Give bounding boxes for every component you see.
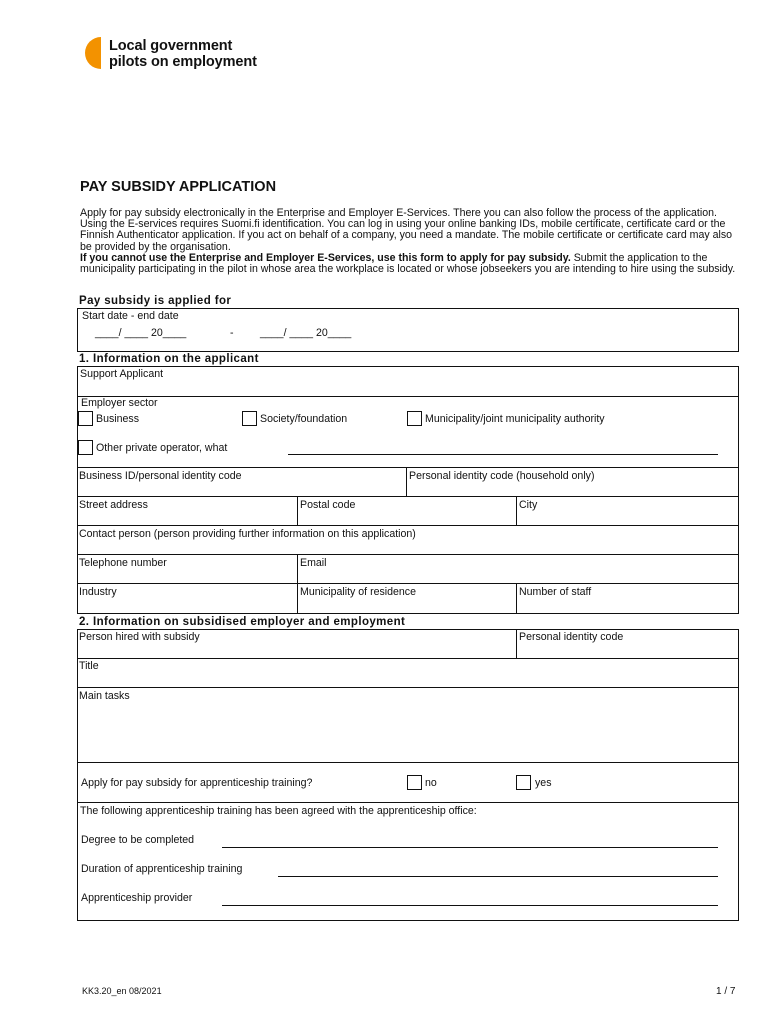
divider	[77, 496, 739, 497]
logo-mark-icon	[83, 37, 103, 69]
personal-id-household-field[interactable]: Personal identity code (household only)	[409, 470, 595, 482]
telephone-field[interactable]: Telephone number	[79, 557, 167, 569]
intro-paragraph-2: Submit the application to the municipality participating in the pilot in whose area the workplace is located or whose jobseekers you are intending to hire using the subsidy.	[80, 251, 736, 276]
provider-label: Apprenticeship provider	[81, 892, 193, 904]
employment-heading: 2. Information on subsidised employer and employment	[79, 616, 406, 628]
other-operator-input[interactable]	[288, 454, 718, 455]
checkbox-society[interactable]	[242, 411, 257, 426]
support-applicant-field[interactable]: Support Applicant	[80, 368, 164, 380]
option-society-label: Society/foundation	[260, 413, 348, 425]
applicant-box	[77, 366, 739, 614]
business-id-field[interactable]: Business ID/personal identity code	[79, 470, 242, 482]
intro-paragraph-1: Apply for pay subsidy electronically in the Enterprise and Employer E-Services. There you can also follow the process of the application. Using the E-services requires Suomi.fi identification. You can log in using your online banking IDs, mobile certificate, certificate card or the Finnish Authenticator application. If you act on behalf of a company, you need a mandate. The mobile certificate or certificate card may also be provided by the organisation.	[80, 207, 733, 253]
divider	[77, 762, 739, 763]
divider	[77, 687, 739, 688]
municipality-field[interactable]: Municipality of residence	[300, 586, 416, 598]
personal-id-field[interactable]: Personal identity code	[519, 631, 624, 643]
logo-line-2: pilots on employment	[109, 54, 257, 70]
divider	[77, 396, 739, 397]
date-dash: -	[230, 327, 234, 339]
apprenticeship-question: Apply for pay subsidy for apprenticeship training?	[81, 777, 313, 789]
checkbox-no[interactable]	[407, 775, 422, 790]
city-field[interactable]: City	[519, 499, 538, 511]
checkbox-municipality[interactable]	[407, 411, 422, 426]
page-title: PAY SUBSIDY APPLICATION	[80, 179, 277, 195]
duration-input[interactable]	[278, 876, 718, 877]
provider-input[interactable]	[222, 905, 718, 906]
email-field[interactable]: Email	[300, 557, 327, 569]
title-field[interactable]: Title	[79, 660, 99, 672]
postal-code-field[interactable]: Postal code	[300, 499, 356, 511]
divider	[77, 658, 739, 659]
degree-label: Degree to be completed	[81, 834, 195, 846]
start-date-field[interactable]: ____/ ____ 20____	[95, 327, 187, 339]
logo-text	[109, 38, 257, 70]
option-no-label: no	[425, 777, 437, 789]
degree-input[interactable]	[222, 847, 718, 848]
checkbox-business[interactable]	[78, 411, 93, 426]
checkbox-other[interactable]	[78, 440, 93, 455]
period-heading: Pay subsidy is applied for	[79, 295, 232, 307]
divider	[77, 467, 739, 468]
divider	[297, 496, 298, 525]
option-municipality-label: Municipality/joint municipality authority	[425, 413, 605, 425]
divider	[516, 629, 517, 658]
option-business-label: Business	[96, 413, 139, 425]
intro-text	[80, 208, 740, 275]
divider	[297, 554, 298, 583]
applicant-heading: 1. Information on the applicant	[79, 353, 259, 365]
divider	[77, 525, 739, 526]
period-label: Start date - end date	[82, 310, 179, 322]
staff-field[interactable]: Number of staff	[519, 586, 592, 598]
main-tasks-field[interactable]: Main tasks	[79, 690, 130, 702]
duration-label: Duration of apprenticeship training	[81, 863, 243, 875]
intro-bold: If you cannot use the Enterprise and Employer E-Services, use this form to apply for pay subsidy.	[80, 251, 571, 264]
end-date-field[interactable]: ____/ ____ 20____	[260, 327, 352, 339]
page-number: 1 / 7	[716, 986, 736, 997]
person-hired-field[interactable]: Person hired with subsidy	[79, 631, 200, 643]
street-address-field[interactable]: Street address	[79, 499, 148, 511]
divider	[406, 467, 407, 496]
divider	[77, 802, 739, 803]
form-code: KK3.20_en 08/2021	[82, 986, 162, 996]
logo-line-1: Local government	[109, 38, 233, 54]
checkbox-yes[interactable]	[516, 775, 531, 790]
divider	[516, 496, 517, 525]
divider	[77, 583, 739, 584]
apprenticeship-agreed-label: The following apprenticeship training has been agreed with the apprenticeship office:	[80, 805, 477, 817]
option-yes-label: yes	[535, 777, 552, 789]
divider	[516, 583, 517, 614]
industry-field[interactable]: Industry	[79, 586, 117, 598]
divider	[297, 583, 298, 614]
option-other-label: Other private operator, what	[96, 442, 228, 454]
employer-sector-label: Employer sector	[81, 397, 158, 409]
contact-person-field[interactable]: Contact person (person providing further information on this application)	[79, 528, 416, 540]
divider	[77, 554, 739, 555]
